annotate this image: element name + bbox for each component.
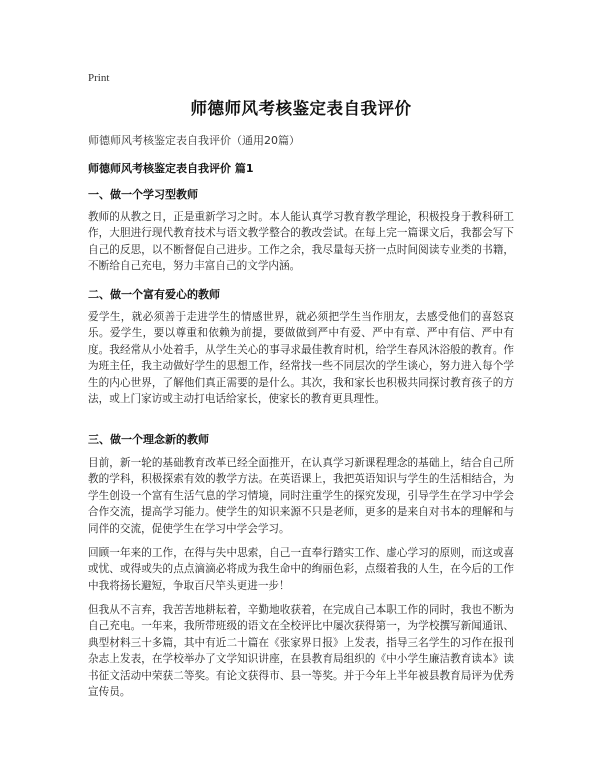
document-subtitle: 师德师风考核鉴定表自我评价（通用20篇）: [88, 134, 300, 147]
section-heading-innovative-teacher: 三、做一个理念新的教师: [88, 433, 209, 446]
paragraph: 目前，新一轮的基础教育改革已经全面推开，在认真学习新课程理念的基础上，结合自己所教的学科，积极探索有效的教学方法。在英语课上，我把英语知识与学生的生活相结合，为学生创设一个富有生活气息的学习情境，同时注重学生的探究发现，引导学生在学习中学会合作交流，提高学习能力。使学生的知识来源不只是老师，更多的是来自对书本的理解和与同伴的交流，促使学生在学习中学会学习。: [88, 457, 514, 535]
section-heading-caring-teacher: 二、做一个富有爱心的教师: [88, 288, 220, 301]
paragraph: 教师的从教之日，正是重新学习之时。本人能认真学习教育教学理论，积极投身于教科研工作，大胆进行现代教育技术与语文教学整合的教改尝试。在每上完一篇课文后，我都会写下自己的反思，以不断督促自己进步。工作之余，我尽量每天挤一点时间阅读专业类的书籍，不断给自己充电，努力丰富自己的文学内涵。: [88, 211, 514, 273]
page-title: 师德师风考核鉴定表自我评价: [190, 99, 412, 118]
paragraph: 但我从不言弃，我苦苦地耕耘着，辛勤地收获着，在完成自己本职工作的同时，我也不断为自己充电。一年来，我所带班级的语文在全校评比中屡次获得第一，为学校撰写新闻通讯、典型材料三十多篇，其中有近二十篇在《张家界日报》上发表，指导三名学生的习作在报刊杂志上发表，在学校举办了文学知识讲座，在县教育局组织的《中小学生廉洁教育读本》读书征文活动中荣获二等奖。有论文获得市、县一等奖。并于今年上半年被县教育局评为优秀宣传员。: [88, 604, 514, 699]
article-title: 师德师风考核鉴定表自我评价 篇1: [88, 162, 254, 175]
paragraph: 爱学生，就必须善于走进学生的情感世界，就必须把学生当作朋友，去感受他们的喜怒哀乐。爱学生，要以尊重和依赖为前提，要做做到严中有爱、严中有章、严中有信、严中有度。我经常从小处着手，从学生关心的事寻求最佳教育时机，给学生春风沐浴般的教育。作为班主任，我主动做好学生的思想工作，经常找一些不同层次的学生谈心，努力进入每个学生的内心世界，了解他们真正需要的是什么。其次，我和家长也积极共同探讨教育孩子的方法，或上门家访或主动打电话给家长，使家长的教育更具理性。: [88, 311, 514, 406]
print-link[interactable]: Print: [88, 72, 110, 84]
paragraph: 回顾一年来的工作，在得与失中思索，自己一直奉行踏实工作、虚心学习的原则，而这或喜或忧、或得或失的点点滴滴必将成为我生命中的绚丽色彩，点缀着我的人生，在今后的工作中我将扬长避短，争取百尺竿头更进一步！: [88, 547, 514, 592]
section-heading-learning-teacher: 一、做一个学习型教师: [88, 188, 198, 201]
